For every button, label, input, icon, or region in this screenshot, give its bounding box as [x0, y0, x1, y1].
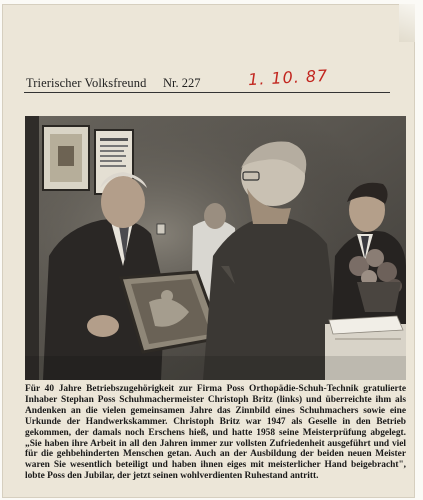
header-rule — [24, 92, 390, 93]
handwritten-date: 1. 10. 87 — [247, 65, 329, 90]
photo-caption: Für 40 Jahre Betriebszugehörigkeit zur Firma Poss Orthopädie-Schuh-Technik gratulierte Inhaber Stephan Poss Schuhmachermeister Christoph Britz (links) und überreichte ihm als Andenken an die vielen gemeinsamen Jahre das Zinnbild eines Schuhmachers sowie eine Urkunde der Handwerkskammer. Christoph Britz war 1947 als Geselle in den Betrieb gekommen, der damals noch Erschens hieß, und hatte 1958 seine Meisterprüfung abgelegt. „Sie haben ihre Arbeit in all den Jahren immer zur vollsten Zufriedenheit ausgeführt und viel für die gehbehinderten Menschen getan. Auch an der Ausbildung der beiden neuen Meister waren Sie wesentlich beteiligt und haben ihnen eiges mit meisterlicher Hand beigebracht", lobte Poss den Jubilar, der jetzt seinen wohlverdienten Ruhestand antritt. — [25, 384, 406, 482]
issue-number: Nr. 227 — [163, 76, 201, 90]
clipping-corner-fold — [399, 4, 415, 42]
photo-illustration — [25, 116, 406, 380]
clipping-header — [26, 65, 388, 92]
news-photo — [25, 116, 406, 380]
framed-certificate-left — [43, 126, 89, 190]
newspaper-name: Trierischer Volksfreund — [26, 76, 147, 90]
